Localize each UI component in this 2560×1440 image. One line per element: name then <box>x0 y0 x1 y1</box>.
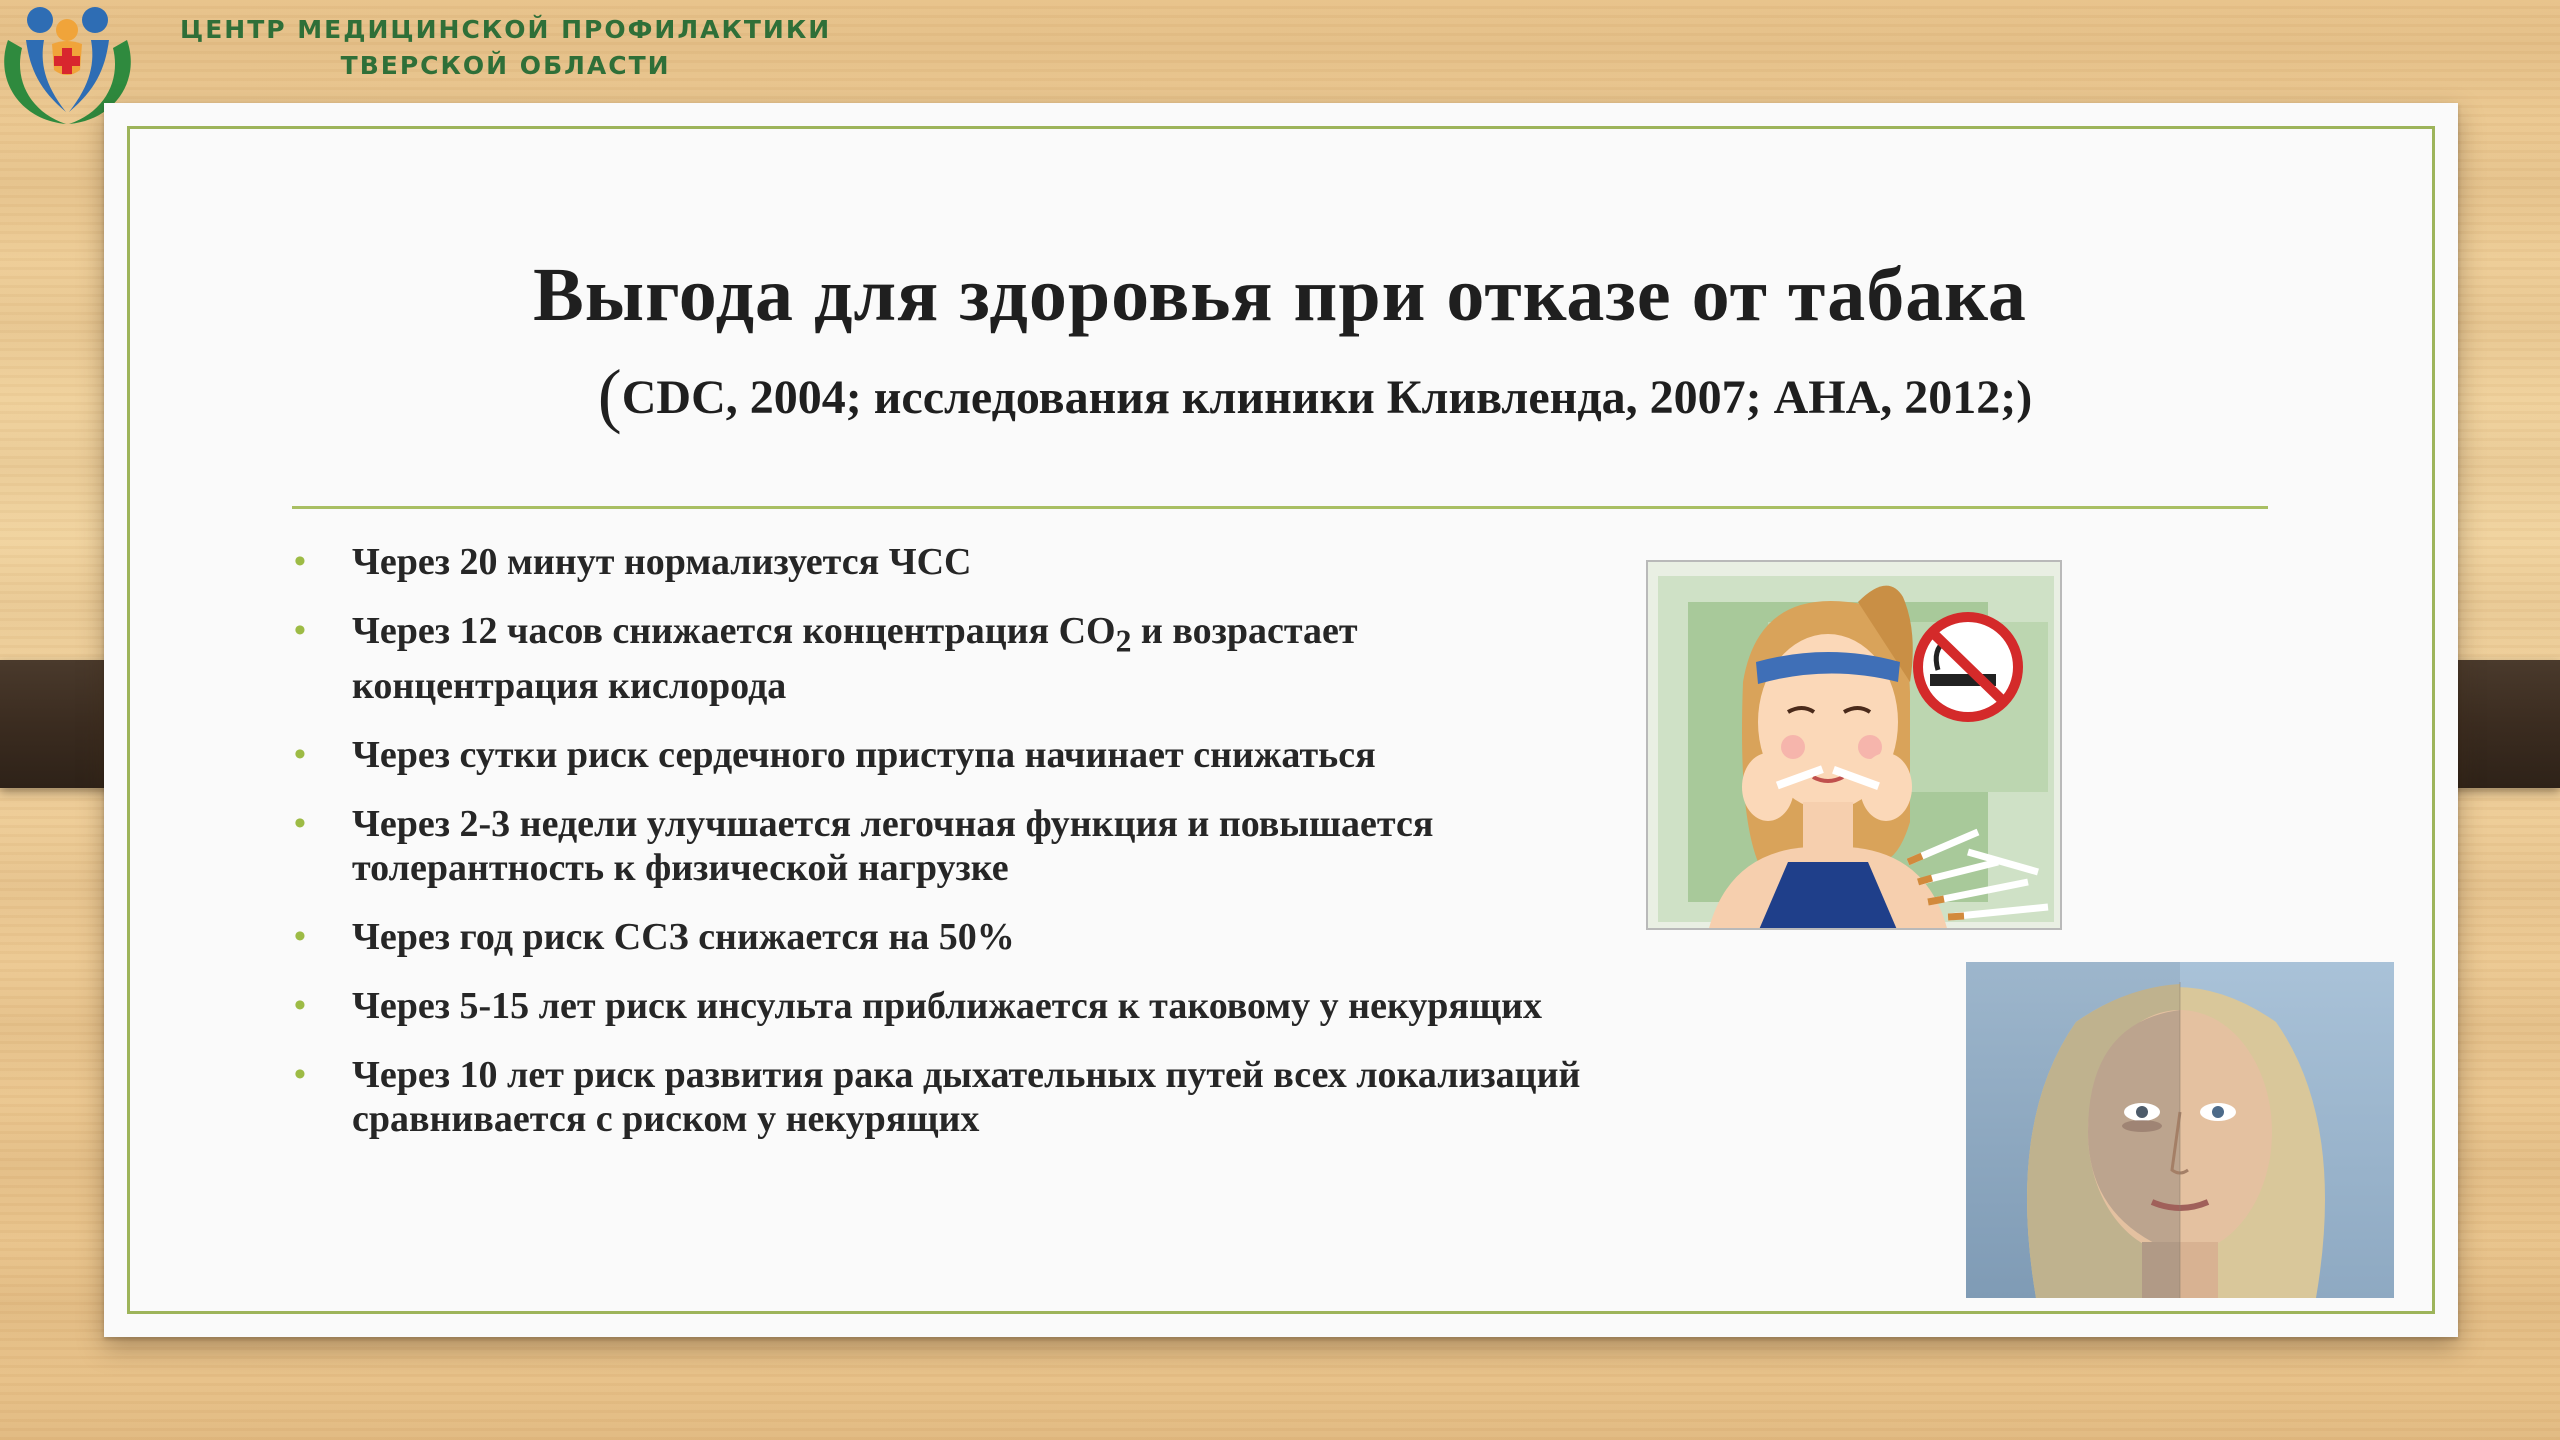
list-item-text: Через 5-15 лет риск инсульта приближается к таковому у некурящих <box>352 984 1542 1027</box>
subtitle-open-paren: ( <box>597 355 622 435</box>
list-item-text: Через сутки риск сердечного приступа начинает снижаться <box>352 733 1376 776</box>
bullet-icon: • <box>294 612 306 649</box>
list-item-text-cont: и возрастает концентрация кислорода <box>352 610 1358 707</box>
bullet-icon: • <box>294 986 306 1024</box>
list-item-text: Через 12 часов снижается концентрация СО <box>352 610 1116 652</box>
list-item <box>290 984 1590 1028</box>
subtitle-citations: CDC, 2004; исследования клиники Кливленда, 2007; AHA, 2012;) <box>621 371 2033 424</box>
slide-subtitle <box>0 355 2560 435</box>
bullet-icon: • <box>294 735 306 773</box>
org-name-line-1: ЦЕНТР МЕДИЦИНСКОЙ ПРОФИЛАКТИКИ <box>180 15 832 44</box>
list-item-text: Через 20 минут нормализуется ЧСС <box>352 541 972 583</box>
organization-name <box>180 12 831 84</box>
bullet-icon: • <box>294 543 306 580</box>
list-item-text: Через 10 лет риск развития рака дыхательных путей всех локализаций сравнивается с риском у некурящих <box>352 1053 1581 1140</box>
list-item <box>290 802 1590 890</box>
list-item <box>290 609 1590 708</box>
list-item <box>290 1053 1590 1141</box>
title-divider <box>292 506 2268 509</box>
list-item <box>290 540 1590 584</box>
subscript-2: 2 <box>1115 623 1132 659</box>
org-name-line-2: ТВЕРСКОЙ ОБЛАСТИ <box>340 51 671 80</box>
list-item <box>290 733 1590 777</box>
bullet-icon: • <box>294 917 306 955</box>
benefits-list <box>290 540 1590 1166</box>
bullet-icon: • <box>294 1055 306 1093</box>
list-item <box>290 915 1590 959</box>
girl-breaking-cigarette-illustration <box>1646 560 2062 930</box>
no-smoking-icon <box>1918 617 2018 717</box>
slide-title: Выгода для здоровья при отказе от табака <box>533 253 2027 337</box>
bullet-icon: • <box>294 804 306 842</box>
list-item-text: Через 2-3 недели улучшается легочная функция и повышается толерантность к физической нагрузке <box>352 802 1434 889</box>
smoker-face-comparison-photo <box>1966 962 2394 1298</box>
list-item-text: Через год риск ССЗ снижается на 50% <box>352 915 1015 958</box>
